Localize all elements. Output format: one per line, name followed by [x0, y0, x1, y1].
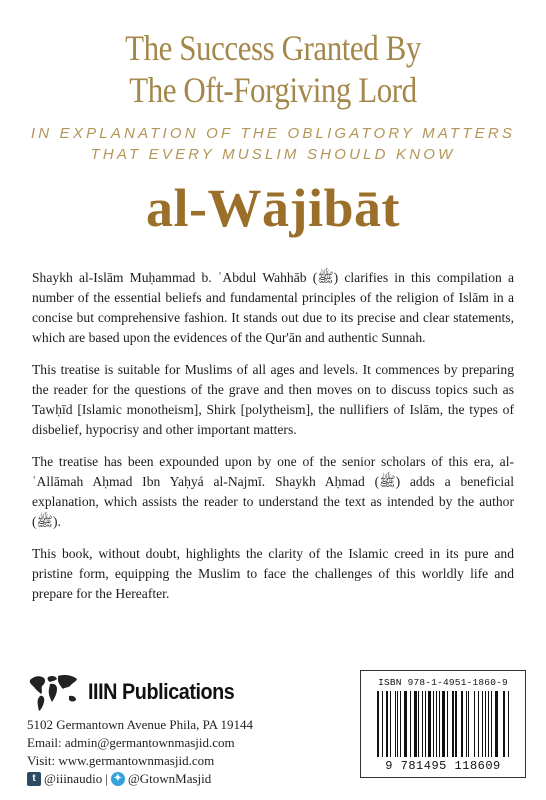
- description-paragraph-1: Shaykh al-Islām Muḥammad b. ʿAbdul Wahhāb (ﷺ) clarifies in this compilation a number of the essential beliefs and fundamental principles of the religion of Islām in a concise but comprehensive fashion. It stands out due to its precise and clear statements, which are based upon the evidences of the Qur'ān and authentic Sunnah.: [32, 270, 514, 345]
- email-line[interactable]: Email: admin@germantownmasjid.com: [27, 735, 235, 750]
- publisher-name: IIIN Publications: [88, 679, 235, 704]
- twitter-handle[interactable]: @GtownMasjid: [127, 771, 212, 786]
- book-brand-title: al-Wājibāt: [146, 178, 400, 238]
- tumblr-handle[interactable]: @iiinaudio: [44, 771, 103, 786]
- publisher-logo: [26, 670, 251, 714]
- twitter-icon: ✦: [111, 772, 125, 786]
- barcode-number: 9 781495 118609: [385, 759, 501, 773]
- social-separator: |: [105, 771, 108, 786]
- tumblr-icon: t: [27, 772, 41, 786]
- isbn-label: ISBN 978-1-4951-1860-9: [378, 677, 508, 688]
- website-line[interactable]: Visit: www.germantownmasjid.com: [27, 753, 215, 768]
- isbn-barcode-box: [360, 670, 526, 778]
- address-line: 5102 Germantown Avenue Phila, PA 19144: [27, 717, 254, 732]
- barcode-image: [375, 691, 513, 757]
- subtitle-line-1: IN EXPLANATION OF THE OBLIGATORY MATTERS: [30, 125, 516, 142]
- description-paragraph-4: This book, without doubt, highlights the clarity of the Islamic creed in its pure and pristine form, equipping the Muslim to face the challenges of this worldly life and prepare for the Hereafter.: [32, 546, 514, 601]
- description-paragraph-3: The treatise has been expounded upon by one of the senior scholars of this era, al-ʿAllāmah Aḥmad Ibn Yaḥyá al-Najmī. Shaykh Aḥmad (ﷺ) adds a beneficial explanation, which assists the reader to understand the text as intended by the author (ﷺ).: [32, 454, 514, 529]
- title-line-1: The Success Granted By: [125, 28, 421, 68]
- world-map-icon: [26, 670, 80, 714]
- description-block: [32, 268, 514, 616]
- description-paragraph-2: This treatise is suitable for Muslims of all ages and levels. It commences by preparing the reader for the questions of the grave and then moves on to discuss topics such as Tawḥīd [Islamic monotheism], Shirk [polytheism], the nullifiers of Islām, the types of disbelief, hypocrisy and other important matters.: [32, 362, 514, 437]
- social-line: [27, 770, 253, 788]
- publisher-contact: [27, 716, 253, 788]
- title-line-2: The Oft-Forgiving Lord: [129, 70, 417, 110]
- subtitle-line-2: THAT EVERY MUSLIM SHOULD KNOW: [90, 146, 456, 163]
